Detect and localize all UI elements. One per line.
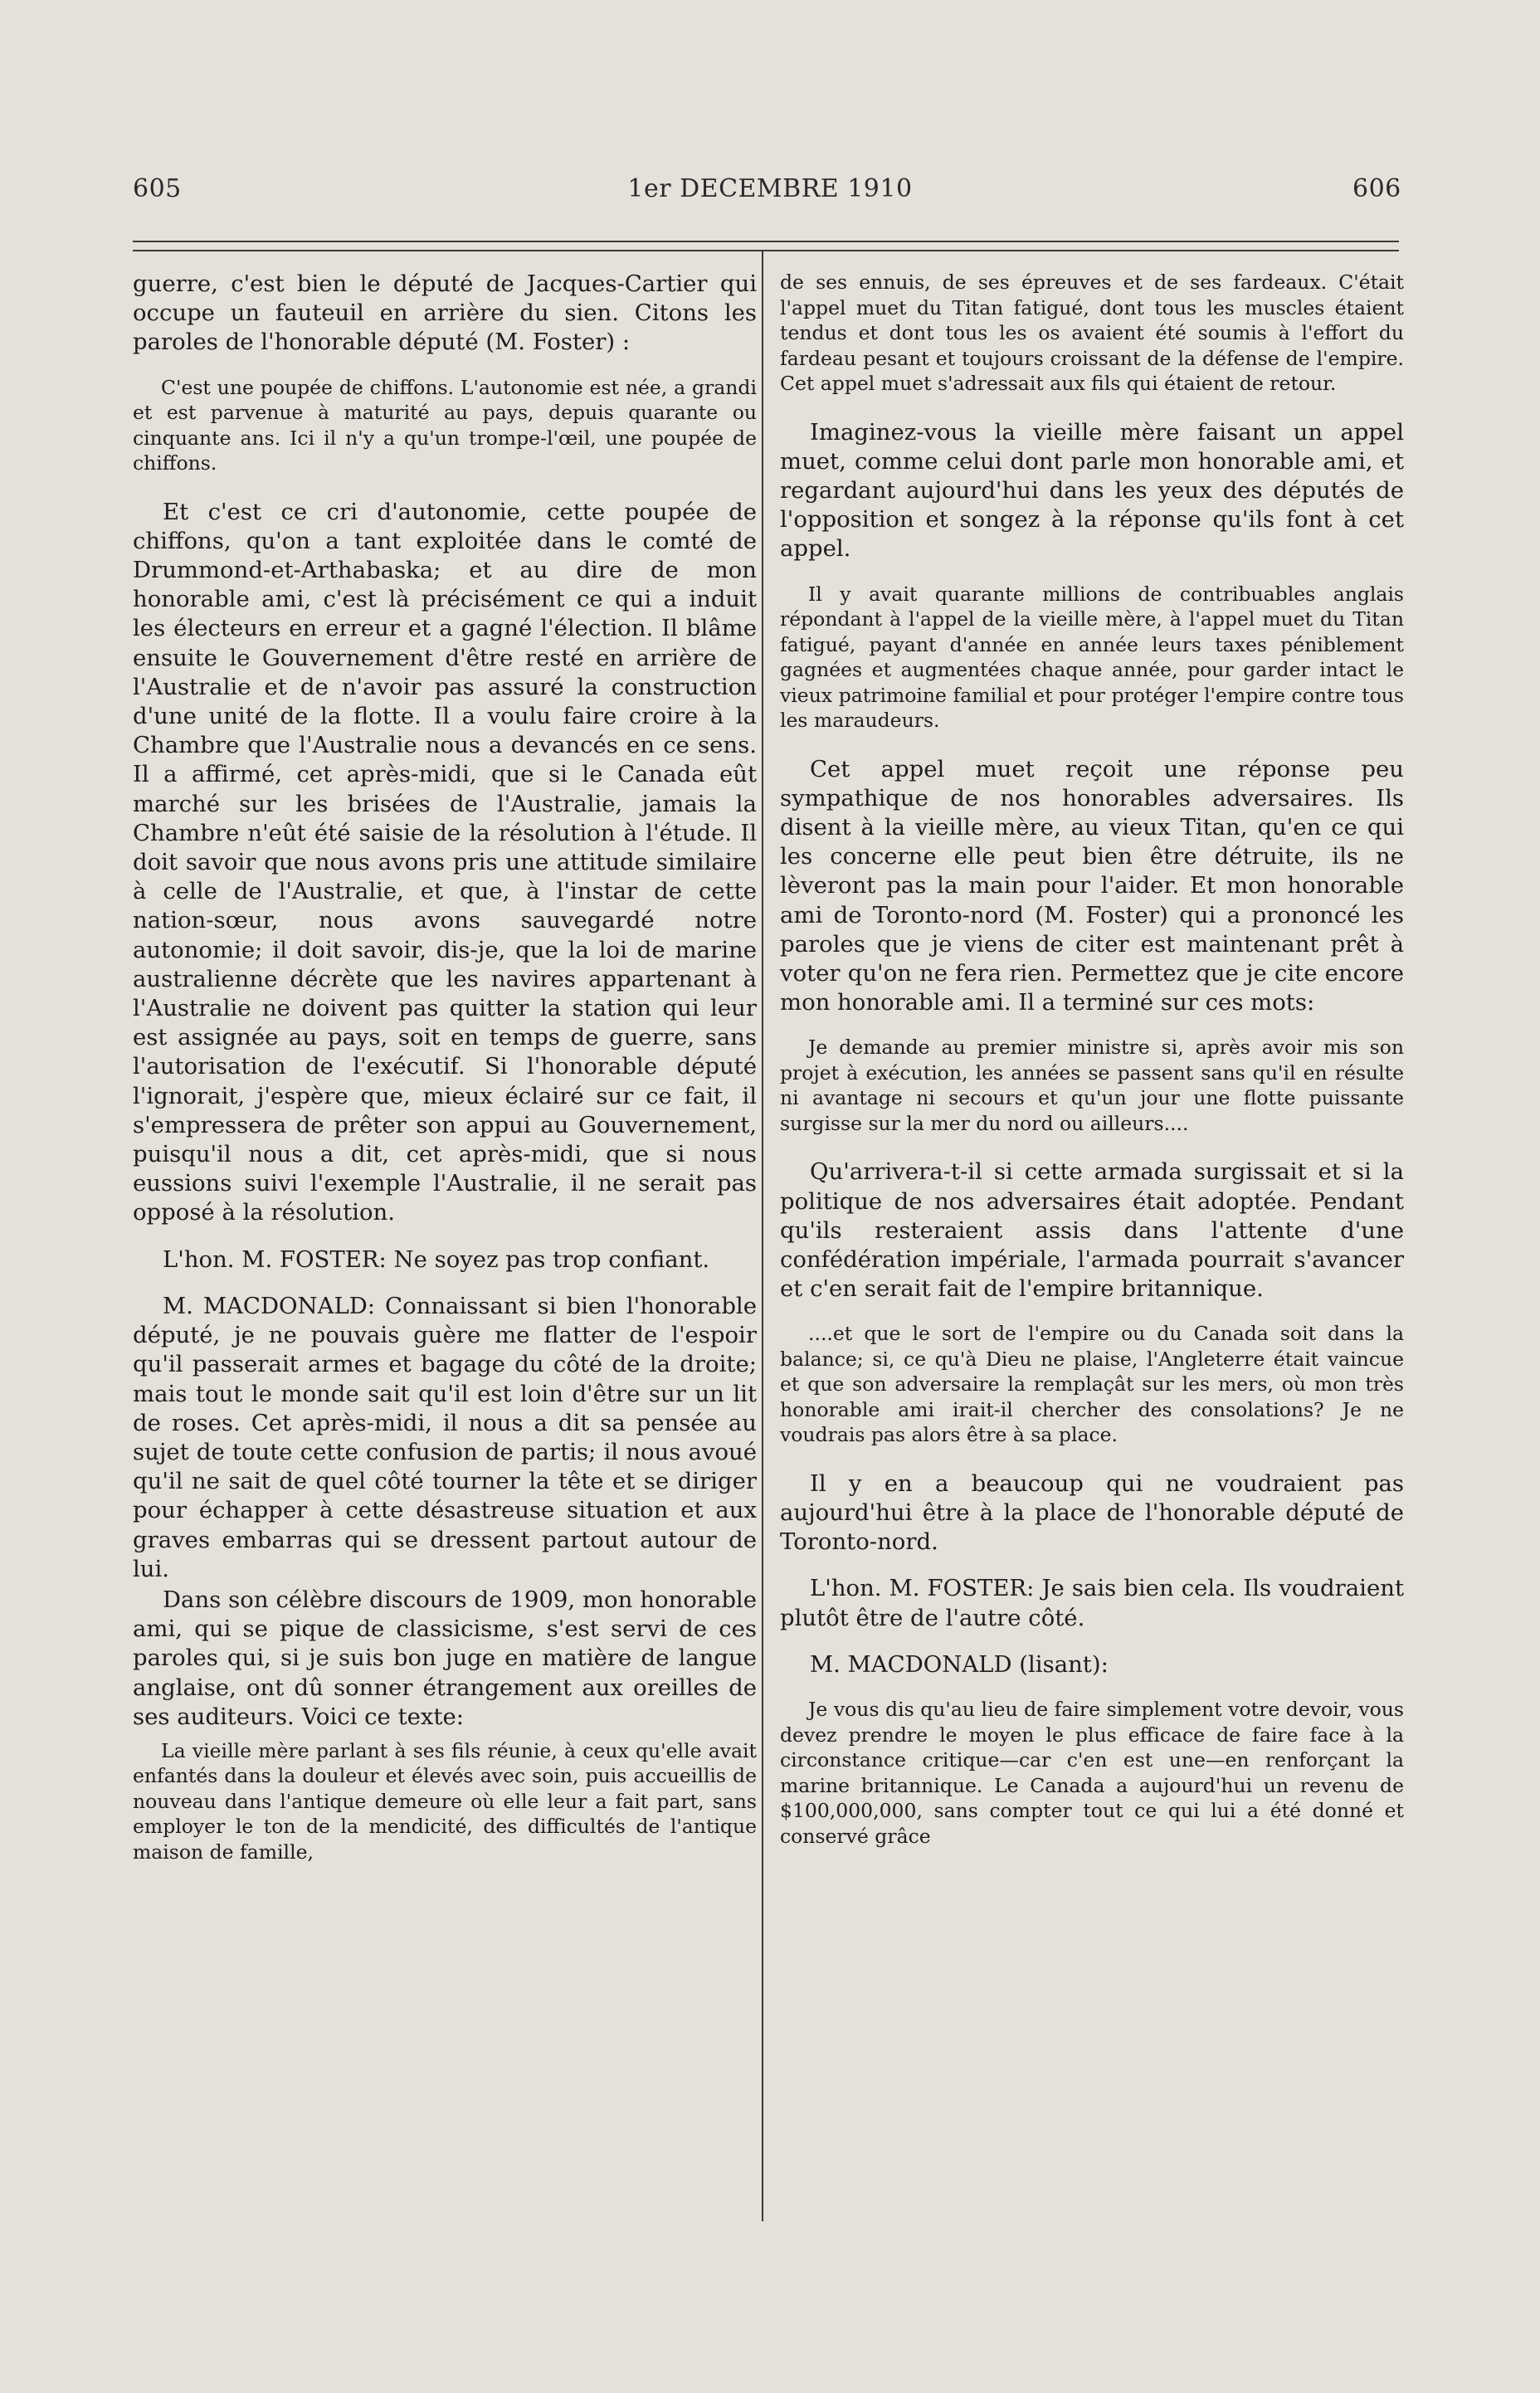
paragraph: Imaginez-vous la vieille mère faisant un appel muet, comme celui dont parle mon honorable ami, et regardant aujourd'hui dans les yeux des députés de l'opposition et songez à la réponse qu'ils font à cet appel. [780,418,1404,563]
block-quote: C'est une poupée de chiffons. L'autonomie est née, a grandi et est parvenue à maturité au pays, depuis quarante ou cinquante ans. Ici il n'y a qu'un trompe-l'œil, une poupée de chiffons. [133,375,757,475]
page-number-right: 606 [1352,174,1401,203]
header-rule-bottom [133,250,1399,251]
block-quote: Il y avait quarante millions de contribuables anglais répondant à l'appel de la vieille mère, à l'appel muet du Titan fatigué, payant d'année en année leurs taxes péniblement gagnées et augmentées chaque année, pour garder intact le vieux patrimoine familial et pour protéger l'empire contre tous les maraudeurs. [780,582,1404,733]
left-column [133,270,757,1886]
block-quote: ....et que le sort de l'empire ou du Canada soit dans la balance; si, ce qu'à Dieu ne plaise, l'Angleterre était vaincue et que son adversaire la remplaçât sur les mers, où mon très honorable ami irait-il chercher des consolations? Je ne voudrais pas alors être à sa place. [780,1322,1404,1447]
paragraph: Il y en a beaucoup qui ne voudraient pas aujourd'hui être à la place de l'honorable député de Toronto-nord. [780,1469,1404,1556]
paragraph: L'hon. M. FOSTER: Je sais bien cela. Ils voudraient plutôt être de l'autre côté. [780,1575,1404,1631]
paragraph: Cet appel muet reçoit une réponse peu sympathique de nos honorables adversaires. Ils disent à la vieille mère, au vieux Titan, qu'en ce qui les concerne elle peut bien être détruite, ils ne lèveront pas la main pour l'aider. Et mon honorable ami de Toronto-nord (M. Foster) qui a prononcé les paroles que je viens de citer est maintenant prêt à voter qu'on ne fera rien. Permettez que je cite encore mon honorable ami. Il a terminé sur ces mots: [780,755,1404,1016]
paragraph: M. MACDONALD: Connaissant si bien l'honorable député, je ne pouvais guère me flatter de l'espoir qu'il passerait armes et bagage du côté de la droite; mais tout le monde sait qu'il est loin d'être sur un lit de roses. Cet après-midi, il nous a dit sa pensée au sujet de toute cette confusion de partis; il nous avoué qu'il ne sait de quel côté tourner la tête et se diriger pour échapper à cette désastreuse situation et aux graves embarras qui se dressent partout autour de lui. [133,1292,757,1582]
block-quote: La vieille mère parlant à ses fils réunie, à ceux qu'elle avait enfantés dans la douleur et élevés avec soin, puis accueillis de nouveau dans l'antique demeure où elle leur a fait part, sans employer le ton de la mendicité, des difficultés de l'antique maison de famille, [133,1738,757,1864]
page-date-title: 1er DECEMBRE 1910 [627,174,913,203]
block-quote: Je demande au premier ministre si, après avoir mis son projet à exécution, les années se passent sans qu'il en résulte ni avantage ni secours et qu'un jour une flotte puissante surgisse sur la mer du nord ou ailleurs.... [780,1036,1404,1135]
paragraph: guerre, c'est bien le député de Jacques-Cartier qui occupe un fauteuil en arrière du sien. Citons les paroles de l'honorable député (M. Foster) : [133,270,757,356]
block-quote: de ses ennuis, de ses épreuves et de ses fardeaux. C'était l'appel muet du Titan fatigué, dont tous les muscles étaient tendus et dont tous les os avaient été soumis à l'effort du fardeau pesant et toujours croissant de la défense de l'empire. Cet appel muet s'adressait aux fils qui étaient de retour. [780,270,1404,395]
paragraph: M. MACDONALD (lisant): [810,1650,1109,1678]
header-rule-top [133,241,1399,242]
page-number-left: 605 [133,174,182,203]
right-column [780,270,1404,1870]
block-quote: Je vous dis qu'au lieu de faire simplement votre devoir, vous devez prendre le moyen le plus efficace de faire face à la circonstance critique—car c'en est une—en renforçant la marine britannique. Le Canada a aujourd'hui un revenu de $100,000,000, sans compter tout ce qui lui a été donné et conservé grâce [780,1698,1404,1848]
column-divider [762,251,763,2221]
paragraph: Et c'est ce cri d'autonomie, cette poupée de chiffons, qu'on a tant exploitée dans le comté de Drummond-et-Arthabaska; et au dire de mon honorable ami, c'est là précisément ce qui a induit les électeurs en erreur et a gagné l'élection. Il blâme ensuite le Gouvernement d'être resté en arrière de l'Australie et de n'avoir pas assuré la construction d'une unité de la flotte. Il a voulu faire croire à la Chambre que l'Australie nous a devancés en ce sens. Il a affirmé, cet après-midi, que si le Canada eût marché sur les brisées de l'Australie, jamais la Chambre n'eût été saisie de la résolution à l'étude. Il doit savoir que nous avons pris une attitude similaire à celle de l'Australie, et que, à l'instar de cette nation-sœur, nous avons sauvegardé notre autonomie; il doit savoir, dis-je, que la loi de marine australienne décrète que les navires appartenant à l'Australie ne doivent pas quitter la station qui leur est assignée au pays, soit en temps de guerre, sans l'autorisation de l'exécutif. Si l'honorable député l'ignorait, j'espère que, mieux éclairé sur ce fait, il s'empressera de prêter son appui au Gouvernement, puisqu'il nous a dit, cet après-midi, que si nous eussions suivi l'exemple l'Australie, il ne serait pas opposé à la résolution. [133,498,757,1226]
paragraph: Dans son célèbre discours de 1909, mon honorable ami, qui se pique de classicisme, s'est servi de ces paroles qui, si je suis bon juge en matière de langue anglaise, ont dû sonner étrangement aux oreilles de ses auditeurs. Voici ce texte: [133,1586,757,1730]
paragraph: Qu'arrivera-t-il si cette armada surgissait et si la politique de nos adversaires était adoptée. Pendant qu'ils resteraient assis dans l'attente d'une confédération impériale, l'armada pourrait s'avancer et c'en serait fait de l'empire britannique. [780,1158,1404,1303]
paragraph: L'hon. M. FOSTER: Ne soyez pas trop confiant. [163,1245,710,1273]
